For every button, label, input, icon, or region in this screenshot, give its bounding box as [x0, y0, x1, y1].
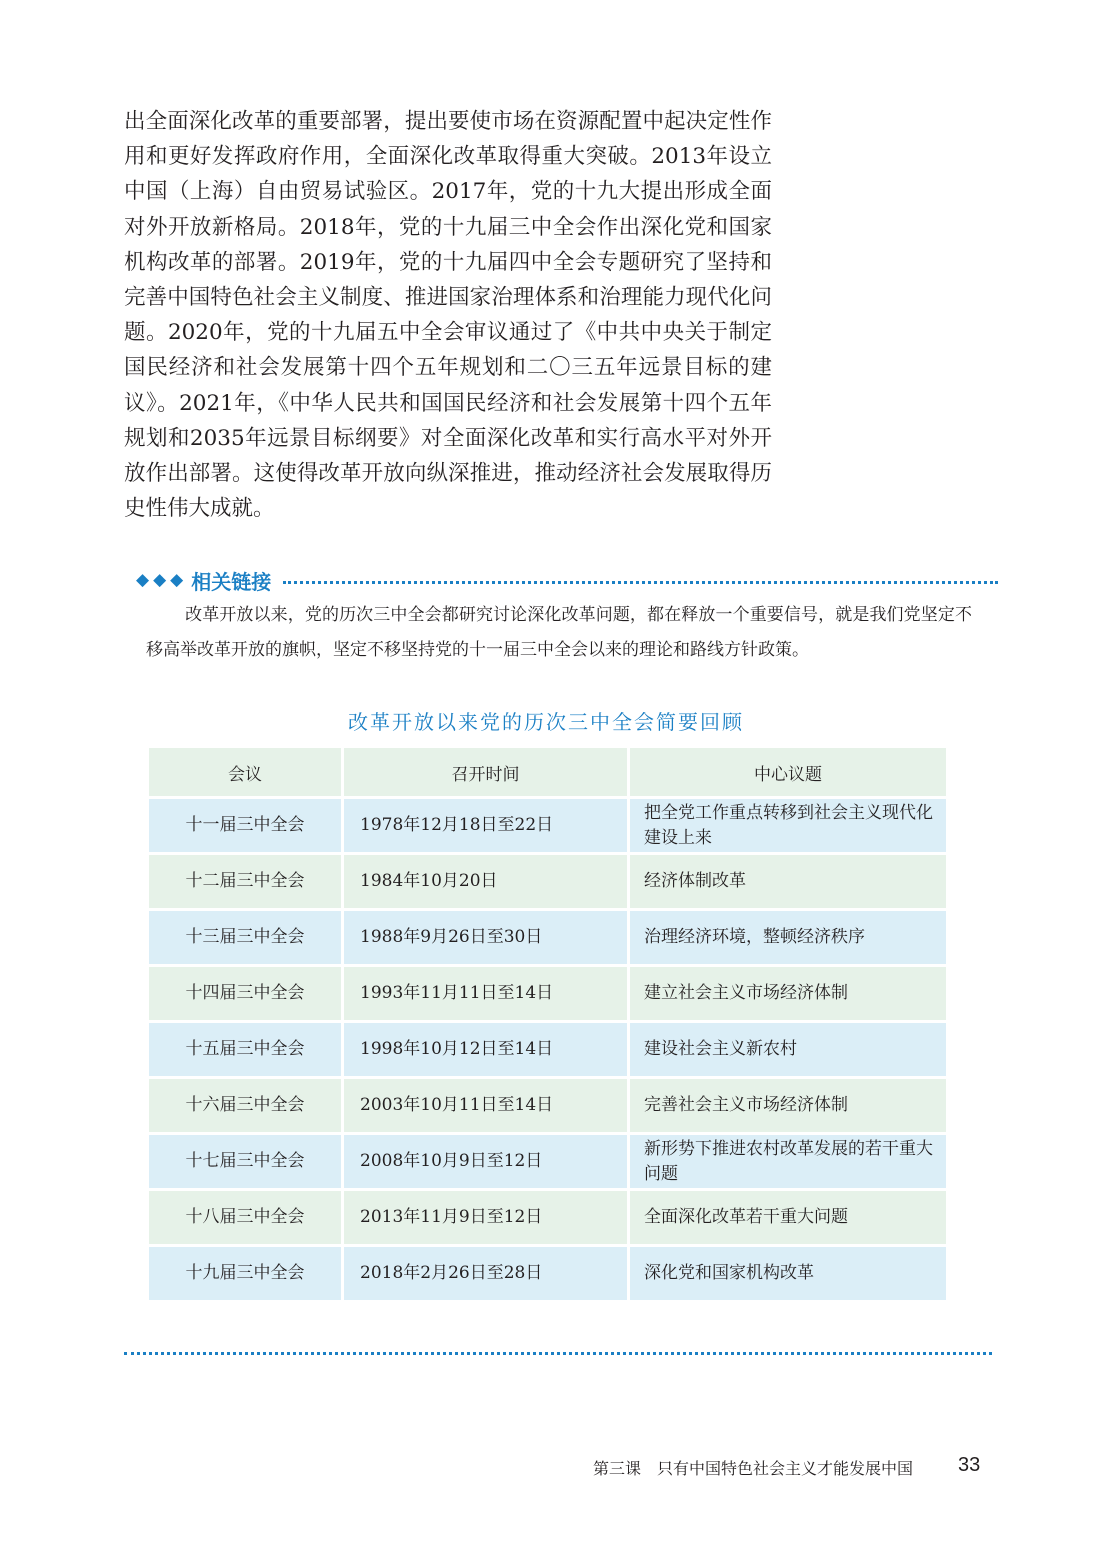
- cell-time: 2013年11月9日至12日: [343, 1190, 629, 1246]
- cell-topic: 建设社会主义新农村: [629, 1022, 948, 1078]
- cell-time: 1978年12月18日至22日: [343, 798, 629, 854]
- related-link-text: 改革开放以来，党的历次三中全会都研究讨论深化改革问题，都在释放一个重要信号，就是我们党坚定不移高举改革开放的旗帜，坚定不移坚持党的十一届三中全会以来的理论和路线方针政策。: [146, 605, 972, 660]
- cell-meeting: 十九届三中全会: [148, 1246, 343, 1302]
- table-header-row: [148, 747, 948, 798]
- dotted-divider: [283, 581, 998, 584]
- table-row: [148, 910, 948, 966]
- related-link-header: [136, 564, 998, 596]
- cell-meeting: 十六届三中全会: [148, 1078, 343, 1134]
- cell-topic: 深化党和国家机构改革: [629, 1246, 948, 1302]
- table-row: [148, 1246, 948, 1302]
- plenum-review-table: [146, 745, 949, 1303]
- header-meeting: 会议: [148, 747, 343, 798]
- cell-time: 1988年9月26日至30日: [343, 910, 629, 966]
- cell-time: 1998年10月12日至14日: [343, 1022, 629, 1078]
- table-row: [148, 1078, 948, 1134]
- bottom-dotted-divider: [124, 1352, 992, 1355]
- cell-meeting: 十一届三中全会: [148, 798, 343, 854]
- header-time: 召开时间: [343, 747, 629, 798]
- cell-meeting: 十八届三中全会: [148, 1190, 343, 1246]
- cell-meeting: 十三届三中全会: [148, 910, 343, 966]
- cell-topic: 全面深化改革若干重大问题: [629, 1190, 948, 1246]
- table-row: [148, 798, 948, 854]
- cell-topic: 建立社会主义市场经济体制: [629, 966, 948, 1022]
- cell-topic: 把全党工作重点转移到社会主义现代化建设上来: [629, 798, 948, 854]
- table-title: 改革开放以来党的历次三中全会简要回顾: [348, 710, 744, 734]
- cell-meeting: 十四届三中全会: [148, 966, 343, 1022]
- table-row: [148, 1190, 948, 1246]
- table-row: [148, 1134, 948, 1190]
- body-paragraph: 出全面深化改革的重要部署，提出要使市场在资源配置中起决定性作用和更好发挥政府作用，全面深化改革取得重大突破。2013年设立中国（上海）自由贸易试验区。2017年，党的十九大提出形成全面对外开放新格局。2018年，党的十九届三中全会作出深化党和国家机构改革的部署。2019年，党的十九届四中全会专题研究了坚持和完善中国特色社会主义制度、推进国家治理体系和治理能力现代化问题。2020年，党的十九届五中全会审议通过了《中共中央关于制定国民经济和社会发展第十四个五年规划和二〇三五年远景目标的建议》。2021年，《中华人民共和国国民经济和社会发展第十四个五年规划和2035年远景目标纲要》对全面深化改革和实行高水平对外开放作出部署。这使得改革开放向纵深推进，推动经济社会发展取得历史性伟大成就。: [124, 109, 772, 522]
- footer-lesson-title: 第三课 只有中国特色社会主义才能发展中国: [593, 1459, 914, 1478]
- table-row: [148, 966, 948, 1022]
- table-row: [148, 1022, 948, 1078]
- cell-meeting: 十七届三中全会: [148, 1134, 343, 1190]
- related-link-title: 相关链接: [191, 569, 272, 594]
- cell-time: 1993年11月11日至14日: [343, 966, 629, 1022]
- cell-topic: 治理经济环境，整顿经济秩序: [629, 910, 948, 966]
- cell-time: 1984年10月20日: [343, 854, 629, 910]
- cell-meeting: 十二届三中全会: [148, 854, 343, 910]
- page-number: 33: [958, 1454, 981, 1476]
- table-row: [148, 854, 948, 910]
- cell-topic: 新形势下推进农村改革发展的若干重大问题: [629, 1134, 948, 1190]
- cell-time: 2018年2月26日至28日: [343, 1246, 629, 1302]
- cell-topic: 经济体制改革: [629, 854, 948, 910]
- cell-time: 2003年10月11日至14日: [343, 1078, 629, 1134]
- cell-time: 2008年10月9日至12日: [343, 1134, 629, 1190]
- header-topic: 中心议题: [629, 747, 948, 798]
- cell-meeting: 十五届三中全会: [148, 1022, 343, 1078]
- cell-topic: 完善社会主义市场经济体制: [629, 1078, 948, 1134]
- diamond-bullets-icon: ◆◆◆: [136, 570, 188, 590]
